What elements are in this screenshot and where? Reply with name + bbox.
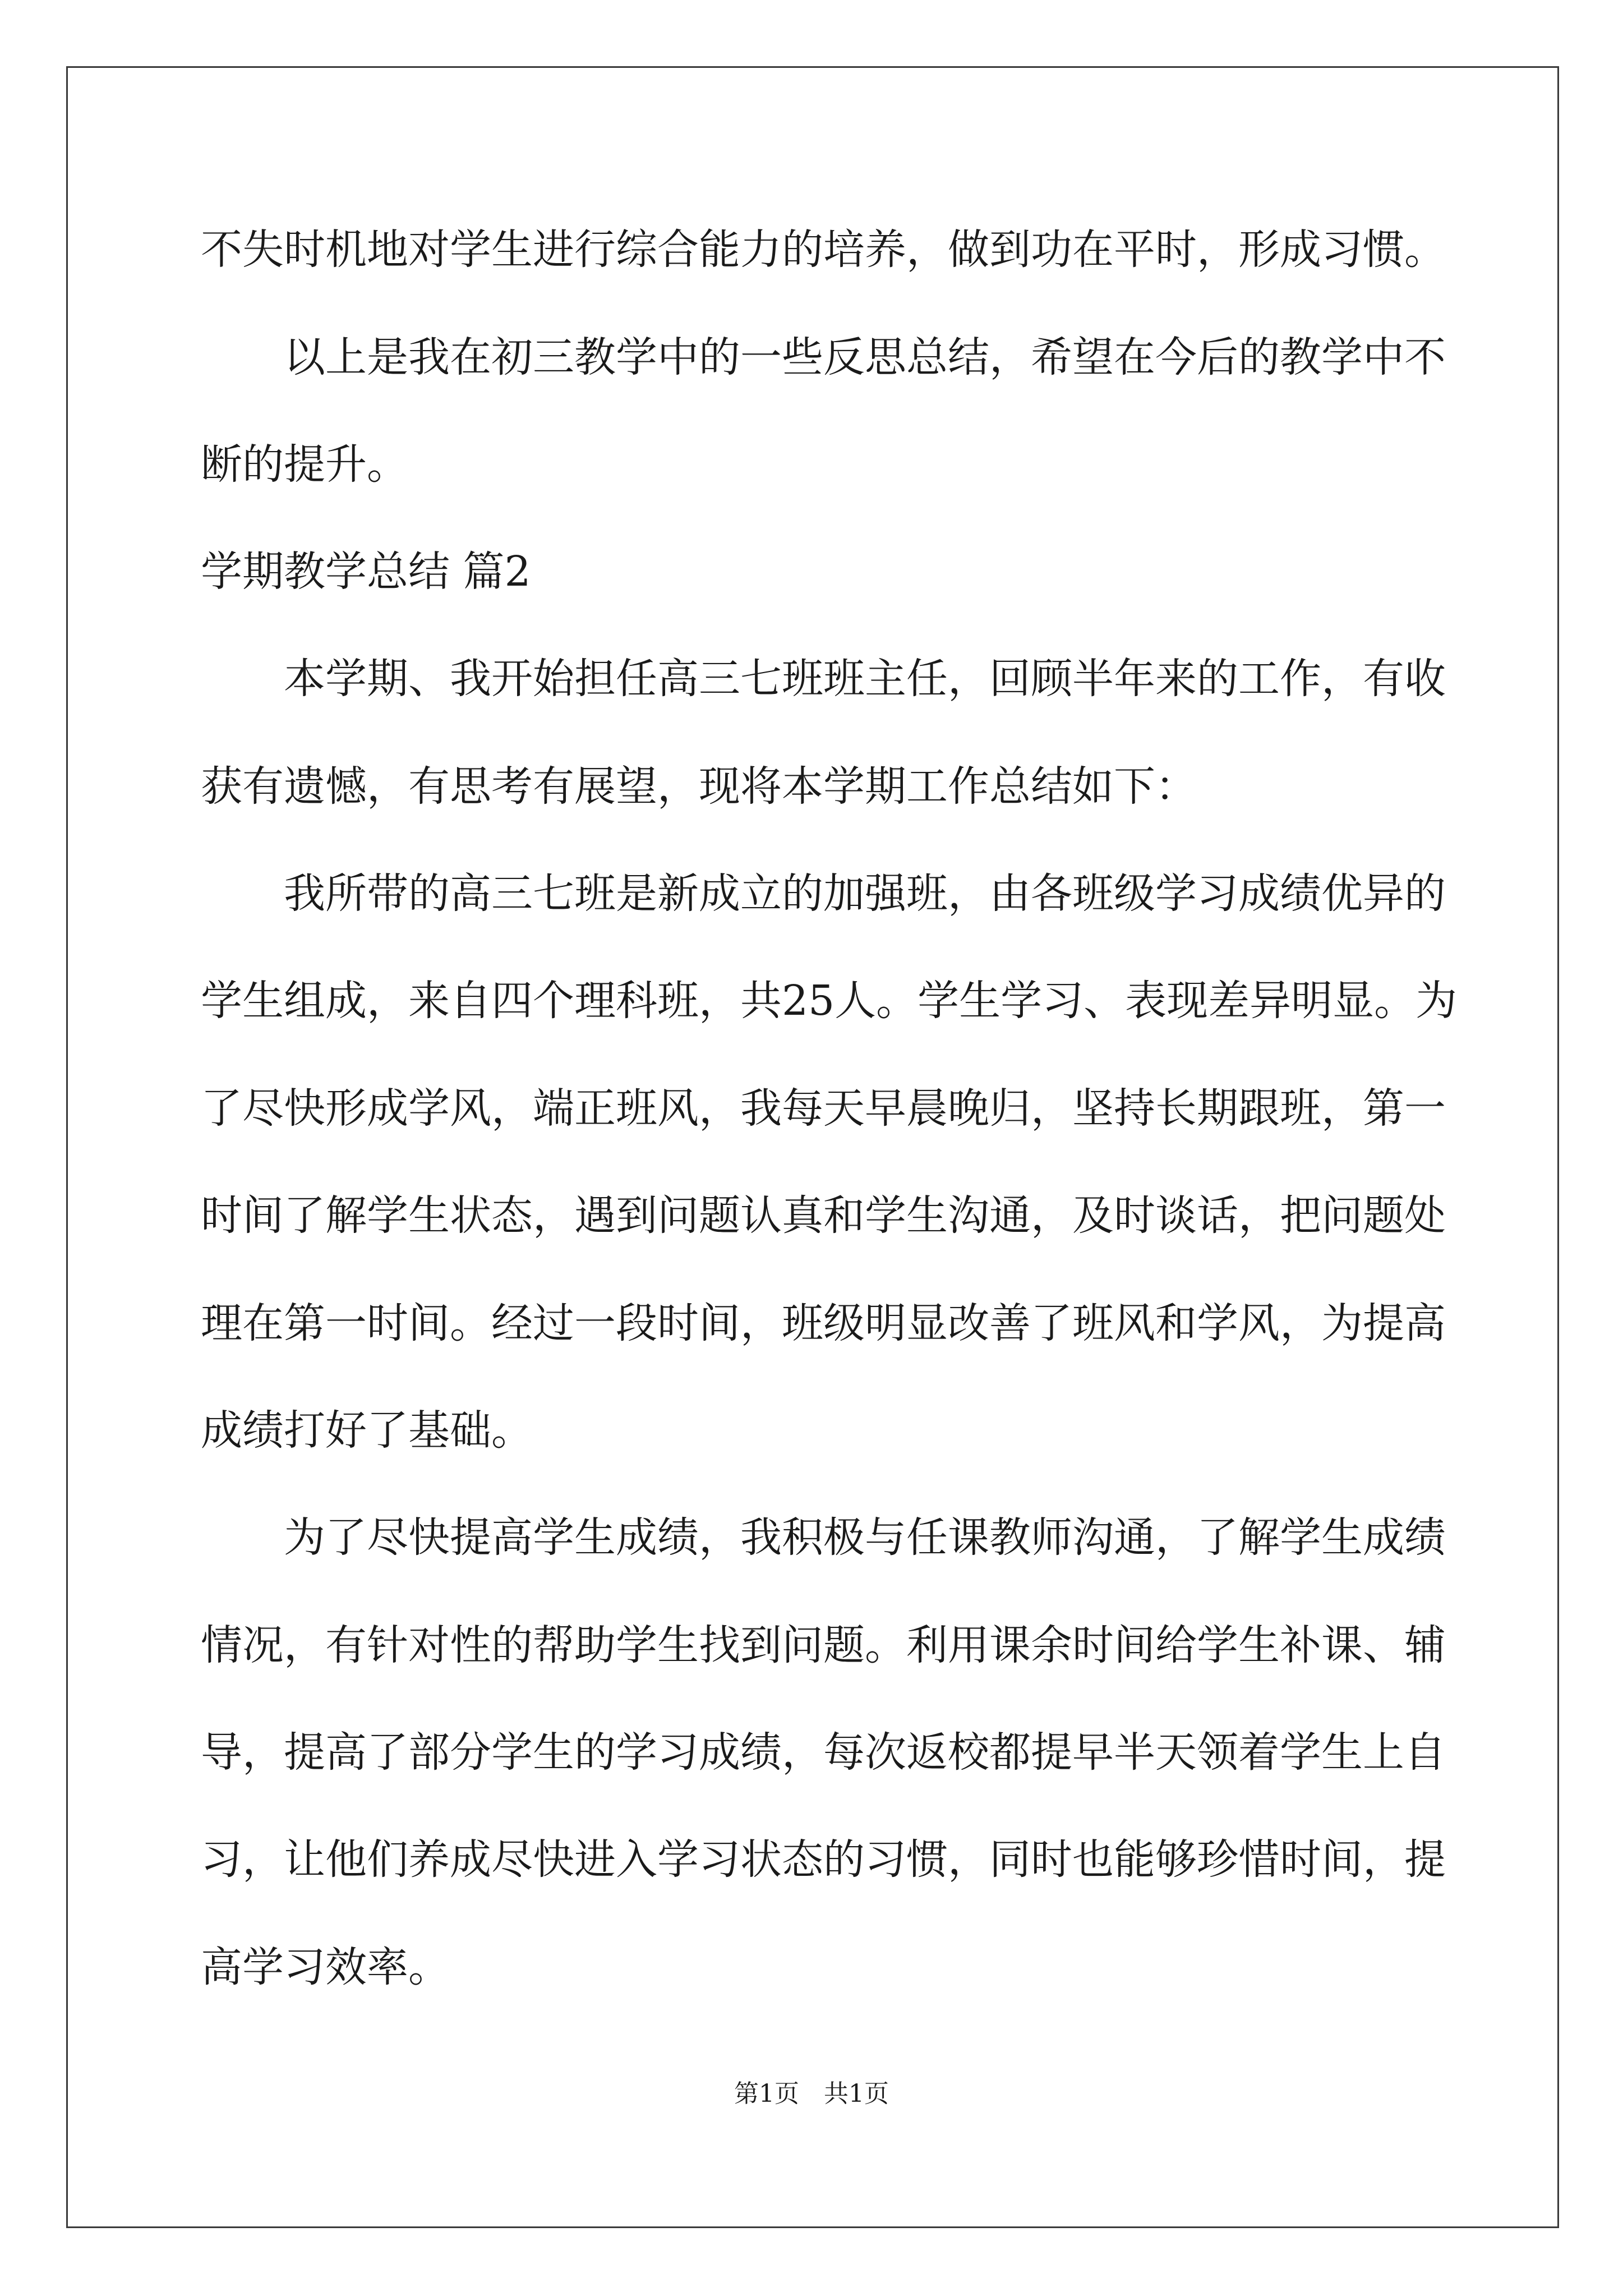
page-border bbox=[66, 66, 1559, 2228]
paragraph-line: 断的提升。 bbox=[201, 440, 408, 489]
paragraph-line: 以上是我在初三教学中的一些反思总结，希望在今后的教学中不 bbox=[201, 333, 1446, 381]
paragraph-line: 导，提高了部分学生的学习成绩，每次返校都提早半天领着学生上自 bbox=[201, 1728, 1446, 1777]
paragraph-line: 了尽快形成学风，端正班风，我每天早晨晚归，坚持长期跟班，第一 bbox=[201, 1084, 1446, 1133]
paragraph-line: 成绩打好了基础。 bbox=[201, 1406, 533, 1455]
paragraph-line: 为了尽快提高学生成绩，我积极与任课教师沟通，了解学生成绩 bbox=[201, 1513, 1446, 1562]
section-heading: 学期教学总结 篇2 bbox=[201, 547, 531, 596]
paragraph-line: 不失时机地对学生进行综合能力的培养，做到功在平时，形成习惯。 bbox=[201, 226, 1446, 274]
page-number-footer: 第1页 共1页 bbox=[734, 2079, 889, 2108]
paragraph-line: 高学习效率。 bbox=[201, 1943, 450, 1991]
paragraph-line: 习，让他们养成尽快进入学习状态的习惯，同时也能够珍惜时间，提 bbox=[201, 1835, 1446, 1884]
paragraph-line: 理在第一时间。经过一段时间，班级明显改善了班风和学风，为提高 bbox=[201, 1299, 1446, 1347]
paragraph-line: 学生组成，来自四个理科班，共25人。学生学习、表现差异明显。为 bbox=[201, 977, 1458, 1025]
paragraph-line: 情况，有针对性的帮助学生找到问题。利用课余时间给学生补课、辅 bbox=[201, 1621, 1446, 1669]
paragraph-line: 本学期、我开始担任高三七班班主任，回顾半年来的工作，有收 bbox=[201, 655, 1446, 703]
paragraph-line: 获有遗憾，有思考有展望，现将本学期工作总结如下： bbox=[201, 762, 1197, 811]
paragraph-line: 时间了解学生状态，遇到问题认真和学生沟通，及时谈话，把问题处 bbox=[201, 1191, 1446, 1240]
paragraph-line: 我所带的高三七班是新成立的加强班，由各班级学习成绩优异的 bbox=[201, 869, 1446, 918]
